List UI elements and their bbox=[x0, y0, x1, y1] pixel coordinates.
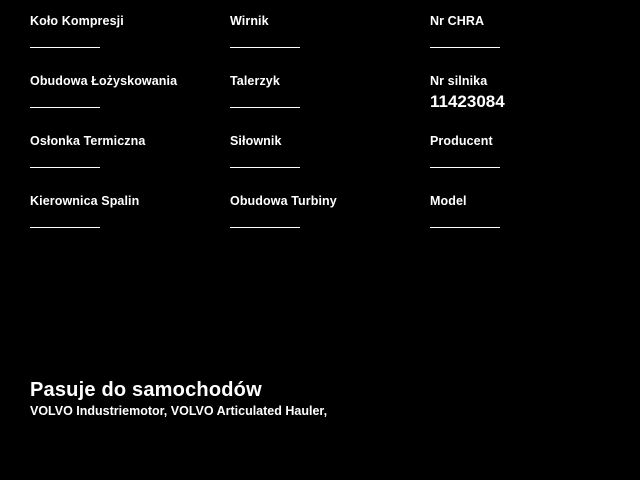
spec-label: Wirnik bbox=[230, 14, 269, 28]
spec-cell-kierownica-spalin bbox=[30, 194, 230, 254]
spec-underline bbox=[30, 107, 100, 108]
spec-cell-oslonka-termiczna bbox=[30, 134, 230, 194]
specification-table bbox=[30, 14, 530, 254]
spec-underline bbox=[430, 167, 500, 168]
spec-label: Talerzyk bbox=[230, 74, 280, 88]
spec-cell-silownik bbox=[230, 134, 430, 194]
spec-underline bbox=[30, 167, 100, 168]
spec-cell-nr-silnika bbox=[430, 74, 530, 134]
fits-vehicle-list: VOLVO Industriemotor, VOLVO Articulated Hauler, bbox=[30, 404, 328, 418]
spec-label: Obudowa Łożyskowania bbox=[30, 74, 178, 88]
fits-vehicles-section bbox=[30, 378, 590, 419]
spec-cell-producent bbox=[430, 134, 530, 194]
spec-cell-model bbox=[430, 194, 530, 254]
spec-label: Obudowa Turbiny bbox=[230, 194, 337, 208]
spec-cell-wirnik bbox=[230, 14, 430, 74]
spec-cell-nr-chra bbox=[430, 14, 530, 74]
spec-underline bbox=[230, 107, 300, 108]
spec-underline bbox=[230, 227, 300, 228]
spec-cell-talerzyk bbox=[230, 74, 430, 134]
spec-label: Nr CHRA bbox=[430, 14, 485, 28]
spec-label: Producent bbox=[430, 134, 493, 148]
spec-label: Model bbox=[430, 194, 467, 208]
spec-label: Nr silnika bbox=[430, 74, 488, 88]
spec-underline bbox=[30, 47, 100, 48]
spec-label: Siłownik bbox=[230, 134, 282, 148]
spec-underline bbox=[230, 167, 300, 168]
spec-cell-obudowa-lozyskowania bbox=[30, 74, 230, 134]
spec-underline bbox=[430, 227, 500, 228]
spec-underline bbox=[30, 227, 100, 228]
spec-underline bbox=[430, 47, 500, 48]
spec-label: Osłonka Termiczna bbox=[30, 134, 146, 148]
spec-label: Koło Kompresji bbox=[30, 14, 124, 28]
spec-underline bbox=[230, 47, 300, 48]
spec-cell-kolo-kompresji bbox=[30, 14, 230, 74]
spec-label: Kierownica Spalin bbox=[30, 194, 140, 208]
spec-value: 11423084 bbox=[430, 92, 505, 111]
spec-cell-obudowa-turbiny bbox=[230, 194, 430, 254]
fits-title: Pasuje do samochodów bbox=[30, 379, 262, 401]
